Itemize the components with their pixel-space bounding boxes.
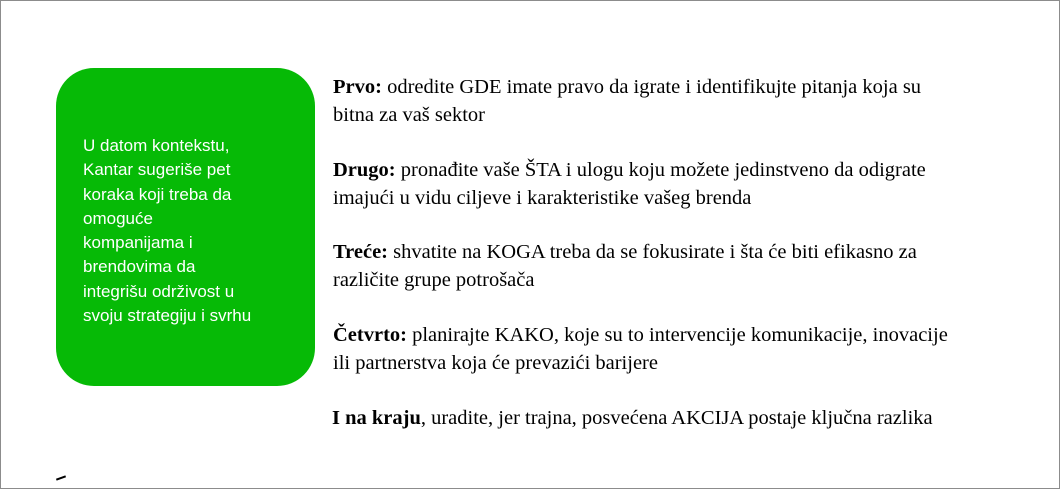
- step-fourth: [333, 321, 948, 377]
- step-first: [333, 73, 921, 129]
- intro-line: U datom kontekstu,: [83, 136, 230, 155]
- step-text: , uradite, jer trajna, posvećena AKCIJA postaje ključna razlika: [420, 407, 933, 429]
- intro-line: koraka koji treba da: [83, 184, 232, 204]
- intro-text: [83, 134, 299, 328]
- step-third: [333, 238, 917, 294]
- step-text: shvatite na KOGA treba da se fokusirate i šta će biti efikasno za: [388, 241, 917, 263]
- intro-line: svoju strategiju i svrhu: [83, 306, 252, 326]
- intro-line: brendovima da: [83, 257, 196, 277]
- step-label: I na kraju: [332, 407, 421, 429]
- step-label: Treće:: [333, 241, 389, 263]
- step-text: različite grupe potrošača: [333, 269, 535, 291]
- stray-mark: [56, 475, 66, 480]
- step-text: planirajte KAKO, koje su to intervencije komunikacije, inovacije: [406, 324, 948, 346]
- step-final: [332, 404, 933, 432]
- step-label: Prvo:: [333, 76, 382, 98]
- step-text: ili partnerstva koja će prevazići barijere: [333, 352, 658, 374]
- step-text: odredite GDE imate pravo da igrate i identifikujte pitanja koja su: [381, 76, 922, 98]
- step-label: Četvrto:: [333, 324, 407, 346]
- step-text: pronađite vaše ŠTA i ulogu koju možete jedinstveno da odigrate: [395, 159, 926, 181]
- intro-line: kompanijama i: [83, 233, 193, 253]
- step-label: Drugo:: [333, 159, 396, 181]
- step-text: imajući u vidu ciljeve i karakteristike vašeg brenda: [333, 187, 752, 209]
- intro-box: [56, 68, 315, 386]
- step-second: [333, 156, 926, 212]
- step-text: bitna za vaš sektor: [333, 104, 485, 126]
- intro-line: integrišu održivost u: [83, 281, 235, 301]
- intro-line: omoguće: [83, 208, 153, 228]
- intro-line: Kantar sugeriše pet: [83, 160, 231, 180]
